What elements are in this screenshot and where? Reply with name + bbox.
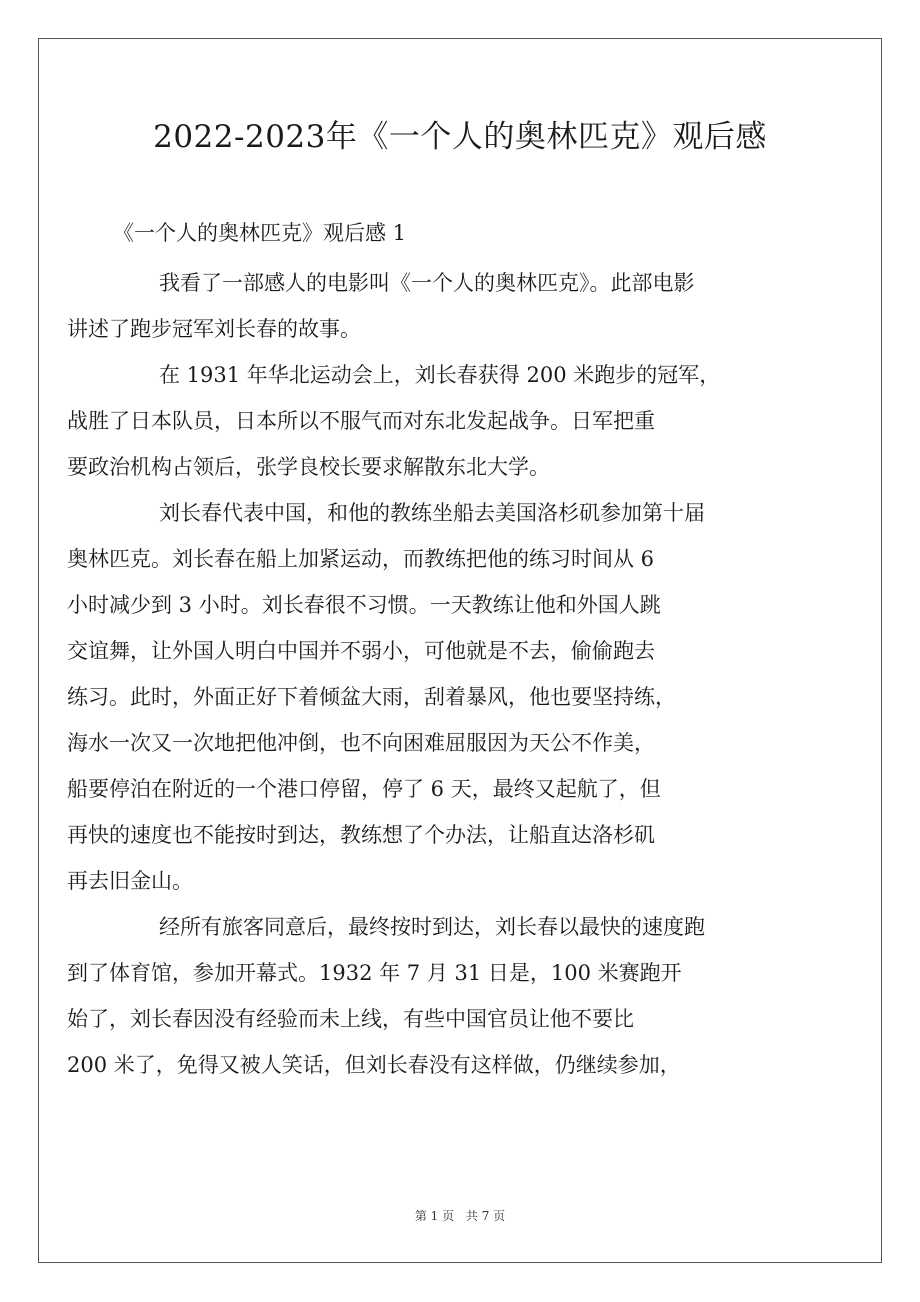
paragraph-2: [67, 352, 813, 490]
text-line: 经所有旅客同意后，最终按时到达，刘长春以最快的速度跑: [159, 915, 705, 939]
document-title: 2022-2023年《一个人的奥林匹克》观后感: [153, 119, 767, 155]
paragraph-3: [67, 490, 813, 904]
text-line: 再去旧金山。: [67, 869, 193, 893]
text-line: 始了，刘长春因没有经验而未上线，有些中国官员让他不要比: [67, 1007, 634, 1031]
paragraph-4: [67, 904, 813, 1088]
text-line: 到了体育馆，参加开幕式。1932 年 7 月 31 日是，100 米赛跑开: [67, 961, 682, 985]
text-line: 再快的速度也不能按时到达，教练想了个办法，让船直达洛杉矶: [67, 823, 655, 847]
text-line: 练习。此时，外面正好下着倾盆大雨，刮着暴风，他也要坚持练，: [67, 685, 676, 709]
document-body: [67, 210, 813, 1088]
text-line: 在 1931 年华北运动会上，刘长春获得 200 米跑步的冠军，: [159, 363, 721, 387]
text-line: 小时减少到 3 小时。刘长春很不习惯。一天教练让他和外国人跳: [67, 593, 661, 617]
page-footer: [0, 1207, 920, 1224]
paragraph-1: [67, 260, 813, 352]
page-total: 共 7 页: [465, 1209, 506, 1223]
section-heading: 《一个人的奥林匹克》观后感 1: [113, 221, 407, 245]
text-line: 刘长春代表中国，和他的教练坐船去美国洛杉矶参加第十届: [159, 501, 705, 525]
text-line: 船要停泊在附近的一个港口停留，停了 6 天，最终又起航了，但: [67, 777, 661, 801]
text-line: 战胜了日本队员，日本所以不服气而对东北发起战争。日军把重: [67, 409, 655, 433]
text-line: 我看了一部感人的电影叫《一个人的奥林匹克》。此部电影: [159, 271, 695, 295]
text-line: 200 米了，免得又被人笑话，但刘长春没有这样做，仍继续参加，: [67, 1053, 681, 1077]
text-line: 奥林匹克。刘长春在船上加紧运动，而教练把他的练习时间从 6: [67, 547, 655, 571]
text-line: 要政治机构占领后，张学良校长要求解散东北大学。: [67, 455, 550, 479]
text-line: 交谊舞，让外国人明白中国并不弱小，可他就是不去，偷偷跑去: [67, 639, 655, 663]
page-number: 第 1 页: [414, 1209, 455, 1223]
text-line: 讲述了跑步冠军刘长春的故事。: [67, 317, 361, 341]
text-line: 海水一次又一次地把他冲倒，也不向困难屈服因为天公不作美，: [67, 731, 655, 755]
